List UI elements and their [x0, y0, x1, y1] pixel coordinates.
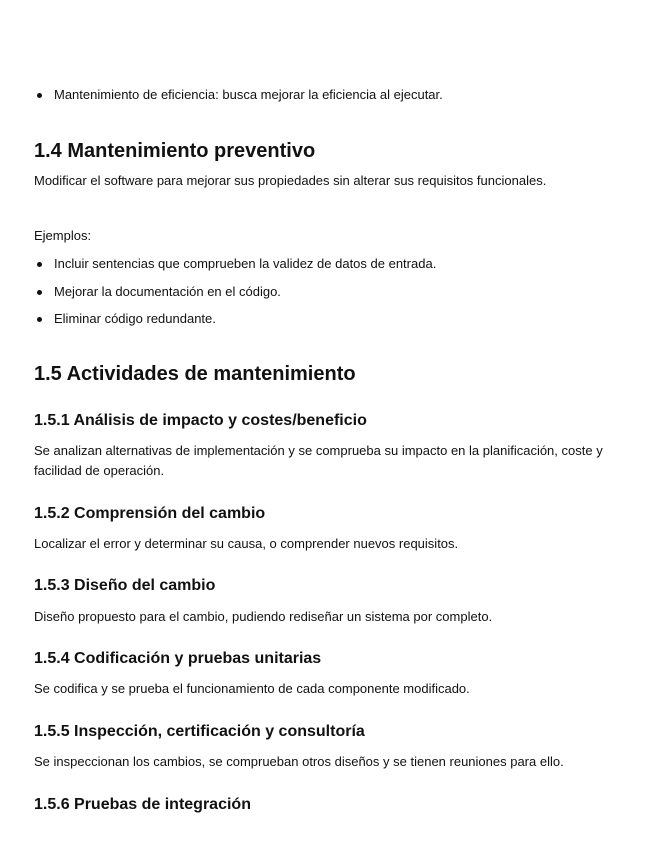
section-heading-1-5: 1.5 Actividades de mantenimiento: [34, 363, 356, 385]
subsection-1-5-1-text: Se analizan alternativas de implementación y se comprueba su impacto en la planificación, coste y facilidad de operación.: [34, 443, 603, 478]
list-item: Mejorar la documentación en el código.: [54, 284, 281, 299]
subsection-1-5-3-text: Diseño propuesto para el cambio, pudiendo rediseñar un sistema por completo.: [34, 609, 493, 624]
subsection-heading-1-5-1: 1.5.1 Análisis de impacto y costes/beneficio: [34, 412, 367, 429]
subsection-1-5-4-text: Se codifica y se prueba el funcionamiento de cada componente modificado.: [34, 681, 470, 696]
subsection-heading-1-5-3: 1.5.3 Diseño del cambio: [34, 577, 216, 594]
subsection-heading-1-5-2: 1.5.2 Comprensión del cambio: [34, 505, 266, 522]
subsection-heading-1-5-5: 1.5.5 Inspección, certificación y consultoría: [34, 723, 365, 740]
list-item: Mantenimiento de eficiencia: busca mejorar la eficiencia al ejecutar.: [54, 87, 443, 102]
examples-label: Ejemplos:: [34, 228, 92, 243]
subsection-heading-1-5-6: 1.5.6 Pruebas de integración: [34, 796, 251, 813]
section-heading-1-4: 1.4 Mantenimiento preventivo: [34, 140, 316, 162]
subsection-heading-1-5-4: 1.5.4 Codificación y pruebas unitarias: [34, 650, 322, 667]
subsection-1-5-2-text: Localizar el error y determinar su causa, o comprender nuevos requisitos.: [34, 536, 459, 551]
subsection-1-5-5-text: Se inspeccionan los cambios, se comprueban otros diseños y se tienen reuniones para ello.: [34, 754, 564, 769]
section-1-4-description: Modificar el software para mejorar sus propiedades sin alterar sus requisitos funcionales.: [34, 173, 547, 188]
list-item: Eliminar código redundante.: [54, 311, 216, 326]
list-item: Incluir sentencias que comprueben la validez de datos de entrada.: [54, 256, 437, 271]
